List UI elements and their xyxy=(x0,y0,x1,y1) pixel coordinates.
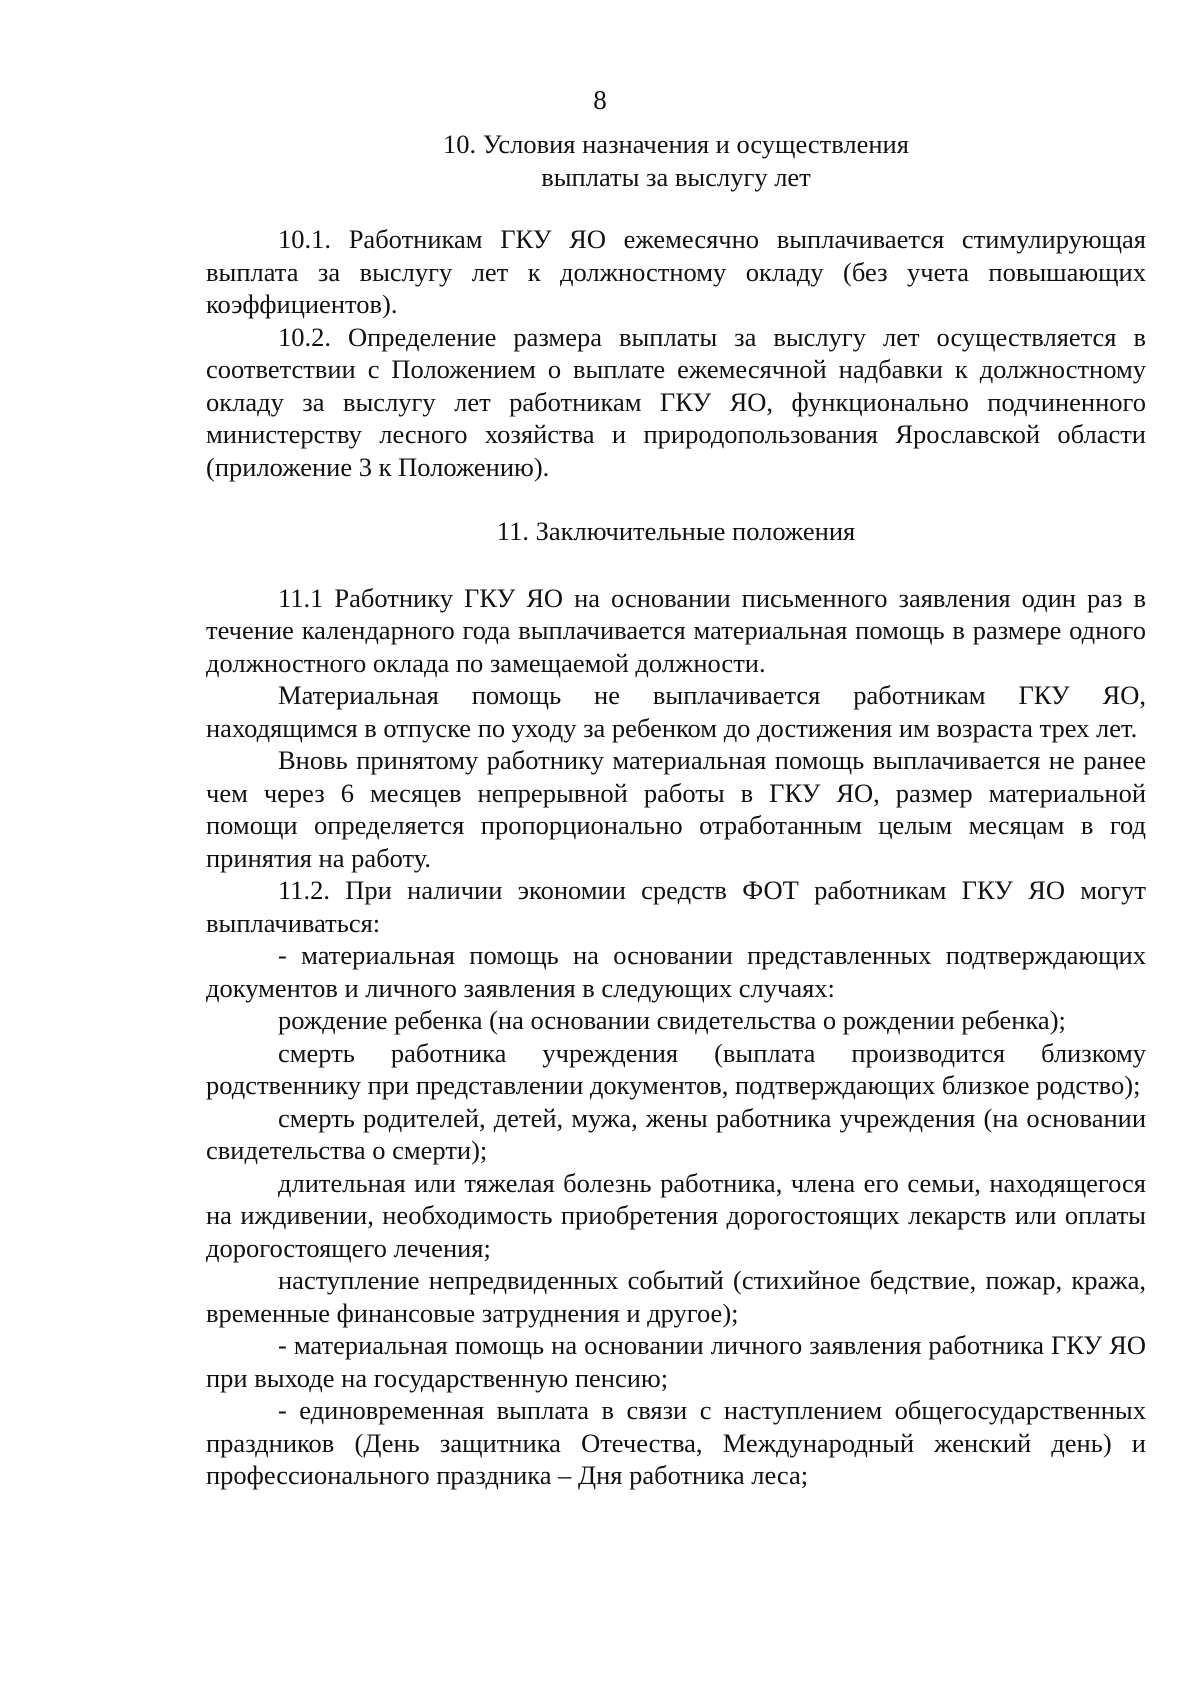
page-number: 8 xyxy=(593,85,607,115)
list-item-holidays: - единовременная выплата в связи с наступлением общегосударственных праздников (День защитника Отечества, Международный женский день) и профессионального праздника – Дня работника леса; xyxy=(206,1395,1146,1490)
paragraph-new-employee: Вновь принятому работнику материальная помощь выплачивается не ранее чем через 6 месяцев непрерывной работы в ГКУ ЯО, размер материальной помощи определяется пропорционально отработанным целым месяцам в год принятия на работу. xyxy=(206,745,1146,873)
list-item-birth: рождение ребенка (на основании свидетельства о рождении ребенка); xyxy=(278,1005,1066,1035)
list-item-relatives-death: смерть родителей, детей, мужа, жены работника учреждения (на основании свидетельства о смерти); xyxy=(206,1102,1146,1165)
document-body xyxy=(206,128,1146,1492)
paragraph-11-2: 11.2. При наличии экономии средств ФОТ работникам ГКУ ЯО могут выплачиваться: xyxy=(206,875,1146,938)
paragraph-10-1: 10.1. Работникам ГКУ ЯО ежемесячно выплачивается стимулирующая выплата за выслугу лет к должностному окладу (без учета повышающих коэффициентов). xyxy=(206,224,1146,319)
list-item-pension: - материальная помощь на основании личного заявления работника ГКУ ЯО при выходе на государственную пенсию; xyxy=(206,1330,1146,1393)
paragraph-material-help-exclusion: Материальная помощь не выплачивается работникам ГКУ ЯО, находящимся в отпуске по уходу за ребенком до достижения им возраста трех лет. xyxy=(206,680,1146,743)
section-10-heading xyxy=(206,128,1146,193)
list-item-illness: длительная или тяжелая болезнь работника, члена его семьи, находящегося на иждивении, необходимость приобретения дорогостоящих лекарств или оплаты дорогостоящего лечения; xyxy=(206,1167,1146,1263)
section-11-heading: 11. Заключительные положения xyxy=(496,516,856,546)
section-10-heading-line-2: выплаты за выслугу лет xyxy=(541,161,811,192)
list-item-unforeseen-events: наступление непредвиденных событий (стихийное бедствие, пожар, кража, временные финансовые затруднения и другое); xyxy=(206,1265,1146,1328)
paragraph-10-2: 10.2. Определение размера выплаты за выслугу лет осуществляется в соответствии с Положением о выплате ежемесячной надбавки к должностному окладу за выслугу лет работникам ГКУ ЯО, функционально подчиненного министерству лесного хозяйства и природопользования Ярославской области (приложение 3 к Положению). xyxy=(206,321,1146,482)
paragraph-11-1: 11.1 Работнику ГКУ ЯО на основании письменного заявления один раз в течение календарного года выплачивается материальная помощь в размере одного должностного оклада по замещаемой должности. xyxy=(206,582,1146,678)
section-10-heading-line-1: 10. Условия назначения и осуществления xyxy=(443,129,909,159)
list-item-employee-death: смерть работника учреждения (выплата производится близкому родственнику при представлении документов, подтверждающих близкое родство); xyxy=(206,1037,1146,1100)
list-item-material-help: - материальная помощь на основании представленных подтверждающих документов и личного заявления в следующих случаях: xyxy=(206,940,1146,1003)
